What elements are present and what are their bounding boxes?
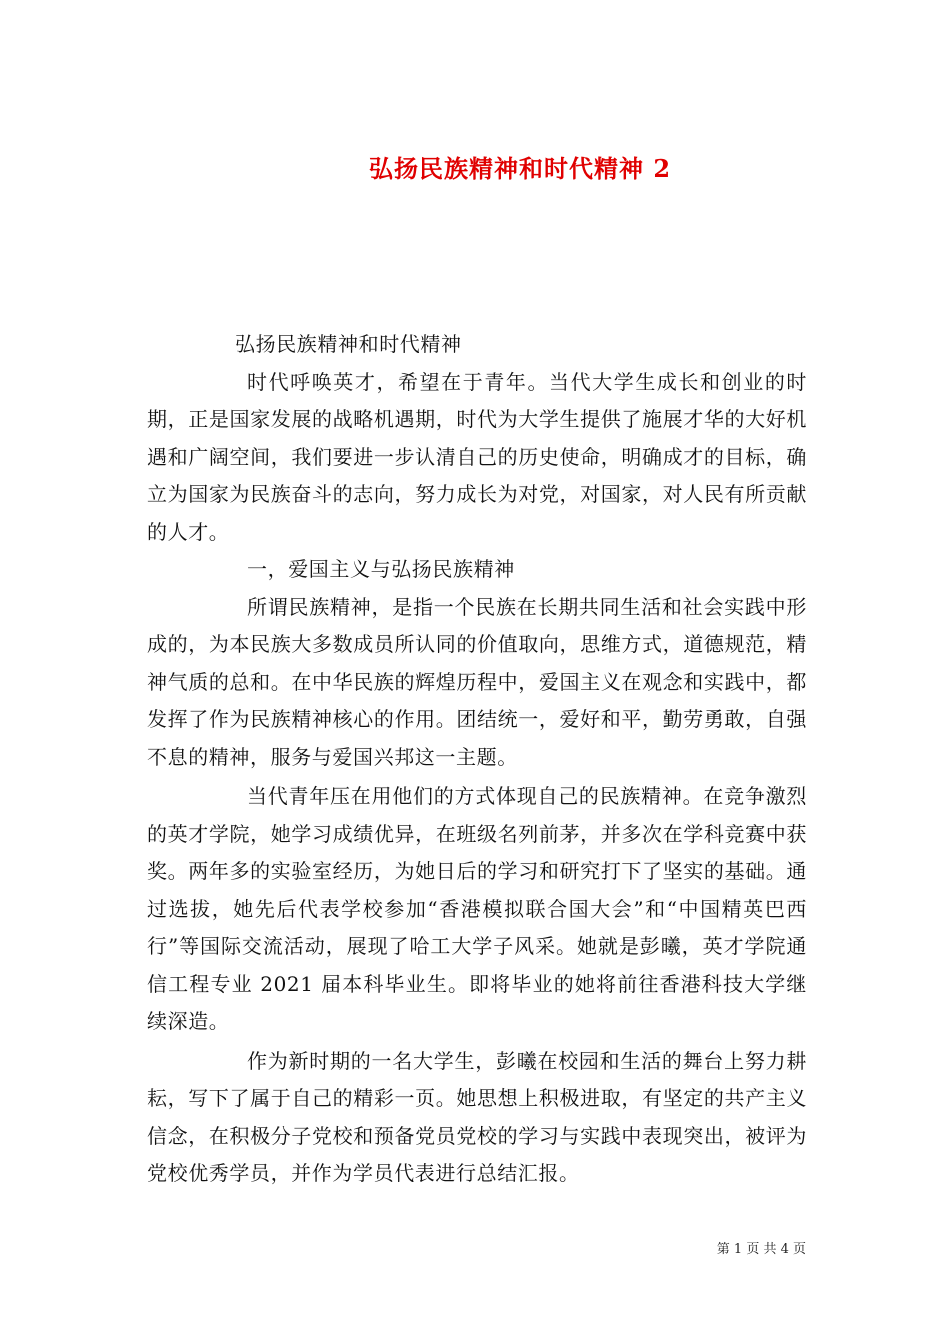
page-number-footer: 第 1 页 共 4 页	[716, 1242, 806, 1257]
section-heading-patriotism: 一，爱国主义与弘扬民族精神	[247, 557, 515, 581]
document-title: 弘扬民族精神和时代精神 2	[368, 154, 672, 184]
paragraph-student-profile: 作为新时期的一名大学生，彭曦在校园和生活的舞台上努力耕耘，写下了属于自己的精彩一页。她思想上积极进取，有坚定的共产主义信念，在积极分子党校和预备党员党校的学习与实践中表现突出，被评为党校优秀学员，并作为学员代表进行总结汇报。	[147, 1048, 807, 1185]
paragraph-youth-example: 当代青年压在用他们的方式体现自己的民族精神。在竞争激烈的英才学院，她学习成绩优异，在班级名列前茅，并多次在学科竞赛中获奖。两年多的实验室经历，为她日后的学习和研究打下了坚实的基础。通过选拔，她先后代表学校参加“香港模拟联合国大会”和“中国精英巴西行”等国际交流活动，展现了哈工大学子风采。她就是彭曦，英才学院通信工程专业 2021 届本科毕业生。即将毕业的她将前往香港科技大学继续深造。	[147, 784, 807, 1033]
paragraph-national-spirit: 所谓民族精神，是指一个民族在长期共同生活和社会实践中形成的，为本民族大多数成员所认同的价值取向，思维方式，道德规范，精神气质的总和。在中华民族的辉煌历程中，爱国主义在观念和实践中，都发挥了作为民族精神核心的作用。团结统一，爱好和平，勤劳勇敢，自强不息的精神，服务与爱国兴邦这一主题。	[147, 594, 807, 769]
document-subtitle: 弘扬民族精神和时代精神	[235, 332, 462, 356]
document-body	[147, 326, 807, 1193]
paragraph-intro: 时代呼唤英才，希望在于青年。当代大学生成长和创业的时期，正是国家发展的战略机遇期，时代为大学生提供了施展才华的大好机遇和广阔空间，我们要进一步认清自己的历史使命，明确成才的目标，确立为国家为民族奋斗的志向，努力成长为对党，对国家，对人民有所贡献的人才。	[147, 369, 807, 544]
